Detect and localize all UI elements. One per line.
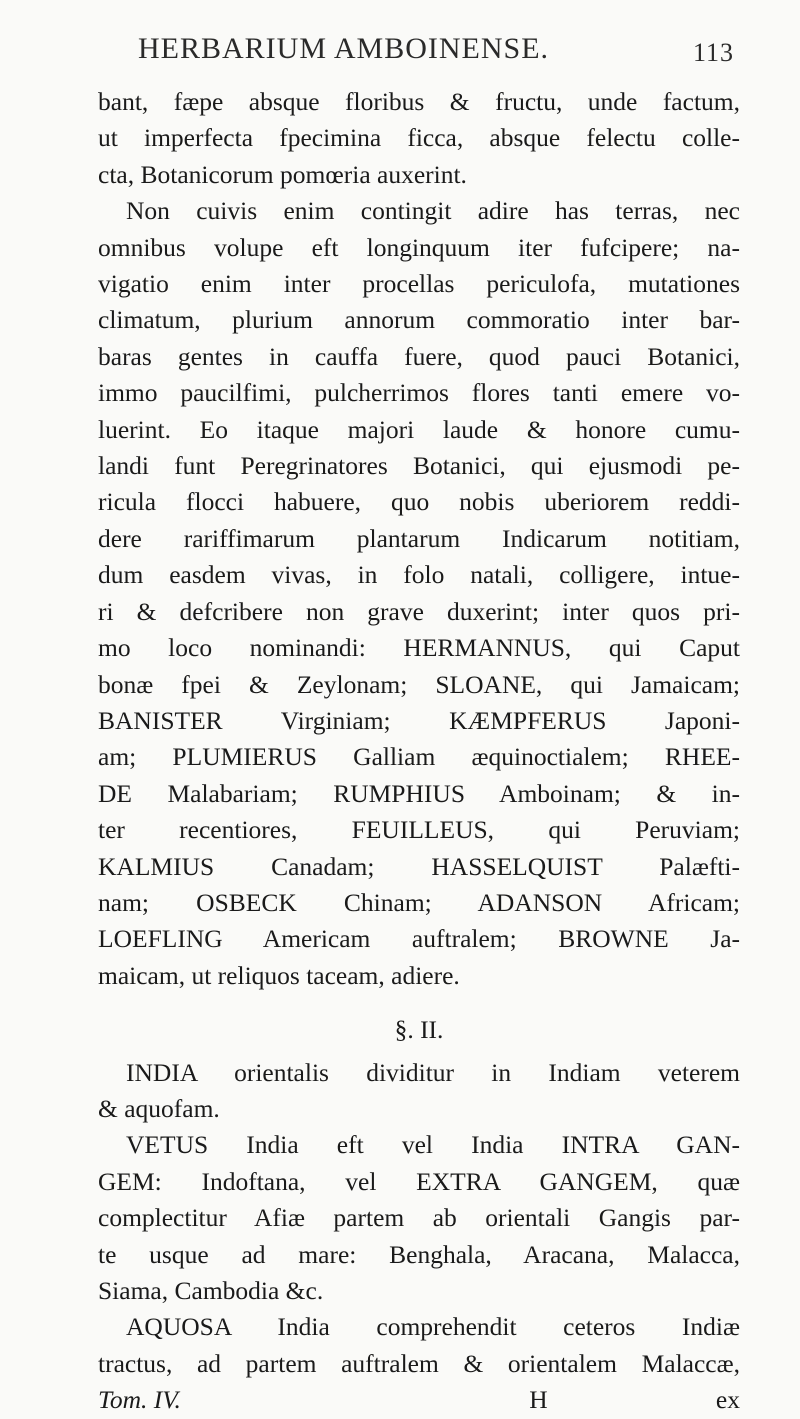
text-line: INDIA orientalis dividitur in Indiam veterem	[126, 1057, 740, 1087]
text-line: omnibus volupe eft longinquum iter fufcipere; na-	[98, 232, 740, 262]
catchword: ex	[715, 1385, 740, 1415]
text-line: Siama, Cambodia &c.	[98, 1276, 324, 1305]
text-line: bant, fæpe absque floribus & fructu, unde factum,	[98, 87, 740, 116]
paragraph-4	[98, 1127, 740, 1309]
paragraph-1	[98, 84, 740, 193]
text-line: cta, Botanicorum pomœria auxerint.	[98, 159, 467, 189]
text-line: te usque ad mare: Benghala, Aracana, Malacca,	[98, 1239, 740, 1269]
text-line: climatum, plurium annorum commoratio inter bar-	[98, 305, 740, 335]
text-line: Non cuivis enim contingit adire has terras, nec	[126, 196, 740, 226]
body-text	[98, 84, 740, 1419]
paragraph-3	[98, 1055, 740, 1128]
section-heading: §. II.	[394, 1015, 444, 1045]
page-footer	[98, 1382, 740, 1418]
text-line: am; PLUMIERUS Galliam æquinoctialem; RHEE-	[98, 742, 740, 772]
text-line: DE Malabariam; RUMPHIUS Amboinam; & in-	[98, 778, 740, 808]
text-line: GEM: Indoftana, vel EXTRA GANGEM, quæ	[98, 1166, 740, 1196]
text-line: AQUOSA India comprehendit ceteros Indiæ	[126, 1312, 740, 1342]
text-line: dere rariffimarum plantarum Indicarum notitiam,	[98, 523, 740, 553]
text-line: tractus, ad partem auftralem & orientalem Malaccæ,	[98, 1348, 740, 1378]
text-line: & aquofam.	[98, 1093, 220, 1123]
text-line: immo paucilfimi, pulcherrimos flores tanti emere vo-	[98, 378, 740, 408]
text-line: complectitur Afiæ partem ab orientali Gangis par-	[98, 1203, 740, 1233]
paragraph-5	[98, 1309, 740, 1382]
text-line: LOEFLING Americam auftralem; BROWNE Ja-	[98, 924, 740, 954]
volume-label: Tom. IV.	[98, 1385, 181, 1415]
text-line: ricula flocci habuere, quo nobis uberiorem reddi-	[98, 487, 740, 517]
running-head-title: HERBARIUM AMBOINENSE.	[138, 32, 550, 65]
paragraph-2	[98, 193, 740, 994]
text-line: luerint. Eo itaque majori laude & honore cumu-	[98, 414, 740, 444]
text-line: nam; OSBECK Chinam; ADANSON Africam;	[98, 887, 740, 917]
running-head	[98, 28, 740, 84]
text-line: dum easdem vivas, in folo natali, colligere, intue-	[98, 560, 740, 590]
text-line: maicam, ut reliquos taceam, adiere.	[98, 960, 460, 990]
text-line: baras gentes in cauffa fuere, quod pauci Botanici,	[98, 341, 740, 371]
text-line: KALMIUS Canadam; HASSELQUIST Palæfti-	[98, 851, 740, 881]
text-line: mo loco nominandi: HERMANNUS, qui Caput	[98, 633, 740, 663]
text-line: ri & defcribere non grave duxerint; inter quos pri-	[98, 596, 740, 626]
text-line: BANISTER Virginiam; KÆMPFERUS Japoni-	[98, 705, 740, 735]
signature-mark: H	[529, 1385, 548, 1415]
text-line: ter recentiores, FEUILLEUS, qui Peruviam;	[98, 815, 740, 845]
text-line: vigatio enim inter procellas periculofa, mutationes	[98, 269, 740, 299]
text-line: VETUS India eft vel India INTRA GAN-	[126, 1130, 740, 1160]
page-number: 113	[692, 38, 734, 67]
text-line: bonæ fpei & Zeylonam; SLOANE, qui Jamaicam;	[98, 669, 740, 699]
text-line: ut imperfecta fpecimina ficca, absque felectu colle-	[98, 123, 740, 153]
text-line: landi funt Peregrinatores Botanici, qui ejusmodi pe-	[98, 451, 740, 481]
